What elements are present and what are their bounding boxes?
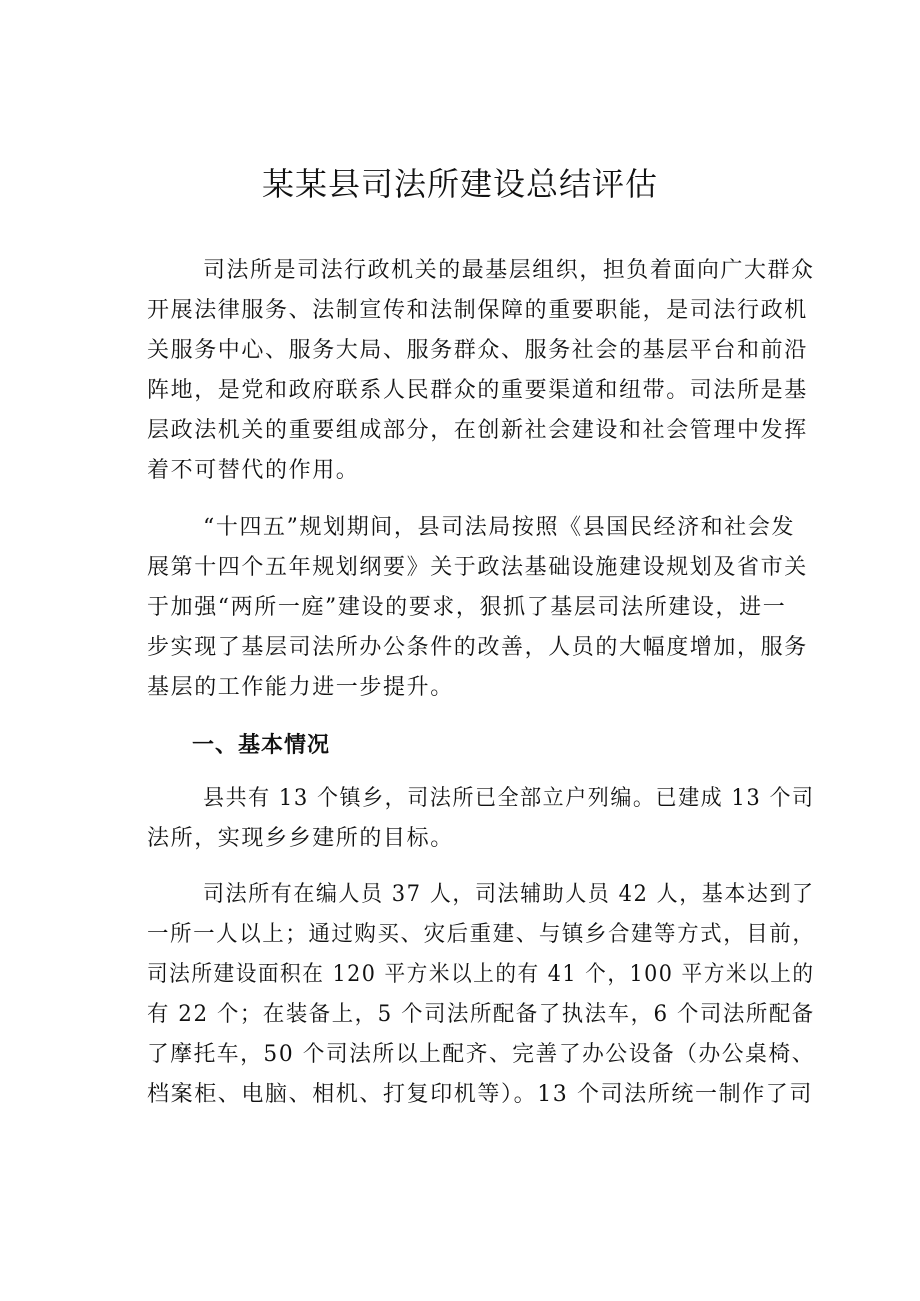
paragraph-4-line-4: 有 22 个；在装备上，5 个司法所配备了执法车，6 个司法所配备 — [147, 1002, 815, 1027]
paragraph-2-line-2: 展第十四个五年规划纲要》关于政法基础设施建设规划及省市关 — [147, 555, 808, 580]
paragraph-1-line-3: 关服务中心、服务大局、服务群众、服务社会的基层平台和前沿 — [147, 338, 808, 363]
paragraph-2-line-1: “十四五”规划期间，县司法局按照《县国民经济和社会发 — [203, 515, 796, 540]
paragraph-4-line-1: 司法所有在编人员 37 人，司法辅助人员 42 人，基本达到了 — [203, 882, 815, 907]
paragraph-1-line-5: 层政法机关的重要组成部分，在创新社会建设和社会管理中发挥 — [147, 418, 808, 443]
paragraph-4-line-3: 司法所建设面积在 120 平方米以上的有 41 个，100 平方米以上的 — [147, 962, 815, 987]
document-title: 某某县司法所建设总结评估 — [261, 165, 658, 203]
paragraph-1-line-1: 司法所是司法行政机关的最基层组织，担负着面向广大群众 — [203, 258, 815, 283]
paragraph-3-line-1: 县共有 13 个镇乡，司法所已全部立户列编。已建成 13 个司 — [203, 786, 815, 811]
paragraph-1-line-2: 开展法律服务、法制宣传和法制保障的重要职能，是司法行政机 — [147, 298, 808, 323]
paragraph-4-line-6: 档案柜、电脑、相机、打复印机等）。13 个司法所统一制作了司 — [147, 1082, 813, 1107]
paragraph-3-line-2: 法所，实现乡乡建所的目标。 — [147, 826, 454, 851]
section-heading: 一、基本情况 — [192, 733, 331, 758]
paragraph-1-line-4: 阵地，是党和政府联系人民群众的重要渠道和纽带。司法所是基 — [147, 378, 808, 403]
paragraph-4-line-5: 了摩托车，50 个司法所以上配齐、完善了办公设备（办公桌椅、 — [147, 1042, 815, 1067]
paragraph-2-line-3: 于加强“两所一庭”建设的要求，狠抓了基层司法所建设，进一 — [147, 595, 787, 620]
paragraph-2-line-5: 基层的工作能力进一步提升。 — [147, 675, 454, 700]
paragraph-2-line-4: 步实现了基层司法所办公条件的改善，人员的大幅度增加，服务 — [147, 635, 808, 660]
paragraph-4-line-2: 一所一人以上；通过购买、灾后重建、与镇乡合建等方式，目前， — [147, 922, 816, 947]
paragraph-1-line-6: 着不可替代的作用。 — [147, 458, 360, 483]
